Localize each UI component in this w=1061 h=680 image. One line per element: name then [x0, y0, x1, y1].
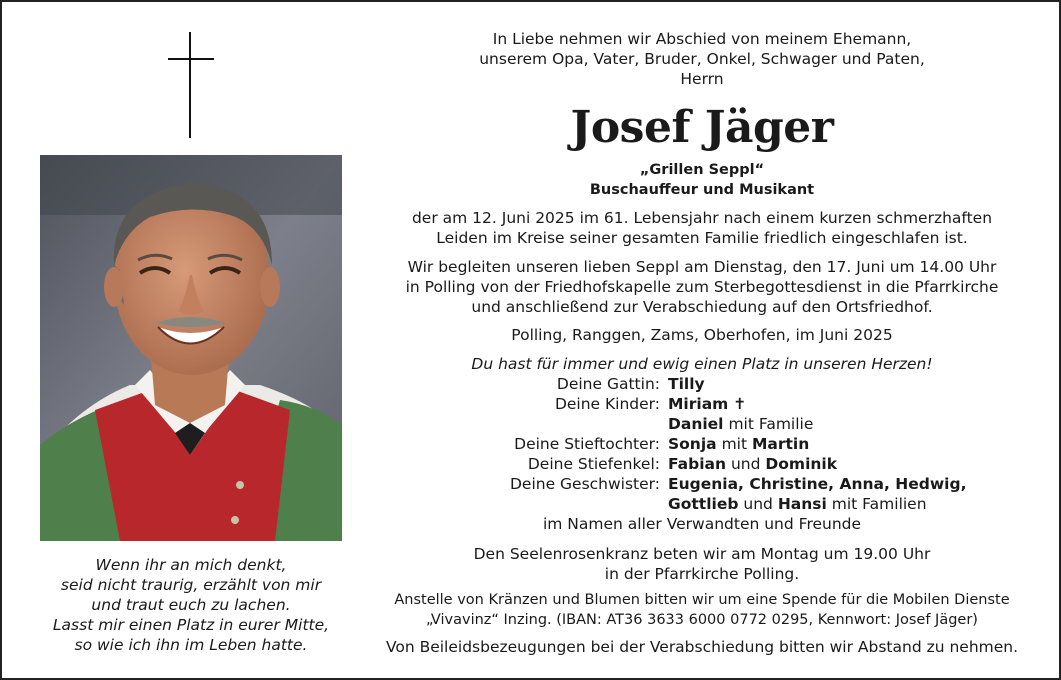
family-value: Miriam ✝ — [668, 395, 747, 413]
funeral-line: in Polling von der Friedhofskapelle zum Sterbegottesdienst in die Pfarrkirche — [405, 278, 999, 296]
family-label: Deine Stieftochter: — [514, 435, 660, 453]
funeral-line: Wir begleiten unseren lieben Seppl am Dienstag, den 17. Juni um 14.00 Uhr — [407, 258, 997, 276]
family-label: Deine Stiefenkel: — [527, 455, 660, 473]
deceased-cross-icon: ✝ — [733, 395, 747, 413]
deceased-subtitle — [362, 160, 1042, 200]
family-label: Deine Geschwister: — [509, 475, 660, 493]
poem-line: so wie ich ihn im Leben hatte. — [74, 636, 308, 654]
family-list — [362, 374, 1042, 514]
poem-line: seid nicht traurig, erzählt von mir — [60, 576, 322, 594]
cross-icon-bar — [168, 58, 214, 60]
family-label: Deine Kinder: — [554, 395, 660, 413]
donation-line: Anstelle von Kränzen und Blumen bitten wir um eine Spende für die Mobilen Dienste — [394, 592, 1010, 608]
death-line: Leiden im Kreise seiner gesamten Familie friedlich eingeschlafen ist. — [436, 229, 968, 247]
family-label: Deine Gattin: — [556, 375, 660, 393]
rosary-line: Den Seelenrosenkranz beten wir am Montag um 19.00 Uhr — [473, 545, 931, 563]
family-row-wife — [362, 374, 1042, 394]
intro-line: In Liebe nehmen wir Abschied von meinem Ehemann, — [492, 30, 912, 48]
intro-line: unserem Opa, Vater, Bruder, Onkel, Schwager und Paten, — [479, 50, 925, 68]
motto: Du hast für immer und ewig einen Platz in unseren Herzen! — [471, 355, 933, 373]
family-value: Daniel mit Familie — [668, 415, 814, 433]
family-row-children-2 — [362, 414, 1042, 434]
death-line: der am 12. Juni 2025 im 61. Lebensjahr nach einem kurzen schmerzhaften — [411, 209, 993, 227]
occupation: Buschauffeur und Musikant — [589, 182, 815, 198]
intro-line: Herrn — [680, 70, 724, 88]
condolence-notice: Von Beileidsbezeugungen bei der Verabschiedung bitten wir Abstand zu nehmen. — [385, 638, 1019, 656]
family-value: Fabian und Dominik — [668, 455, 838, 473]
deceased-name: Josef Jäger — [570, 102, 834, 153]
family-row-siblings-2 — [362, 494, 1042, 514]
nickname: „Grillen Seppl“ — [639, 162, 765, 178]
family-row-children — [362, 394, 1042, 414]
cross-icon — [189, 32, 191, 138]
donation-line: „Vivavinz“ Inzing. (IBAN: AT36 3633 6000 0772 0295, Kennwort: Josef Jäger) — [426, 612, 978, 628]
rosary-notice — [362, 544, 1042, 584]
family-row-stepgrandchildren — [362, 454, 1042, 474]
poem-line: und traut euch zu lachen. — [91, 596, 291, 614]
family-value: Eugenia, Christine, Anna, Hedwig, — [668, 475, 967, 493]
funeral-line: und anschließend zur Verabschiedung auf den Ortsfriedhof. — [471, 298, 933, 316]
family-row-stepdaughter — [362, 434, 1042, 454]
intro — [362, 29, 1042, 89]
poem-line: Wenn ihr an mich denkt, — [95, 556, 287, 574]
relatives: im Namen aller Verwandten und Freunde — [542, 515, 862, 533]
family-value: Tilly — [668, 375, 705, 393]
family-value: Gottlieb und Hansi mit Familien — [668, 495, 927, 513]
family-row-siblings — [362, 474, 1042, 494]
poem — [32, 555, 350, 655]
funeral-notice — [362, 257, 1042, 317]
poem-line: Lasst mir einen Platz in eurer Mitte, — [52, 616, 330, 634]
places-date: Polling, Ranggen, Zams, Oberhofen, im Juni 2025 — [511, 326, 893, 344]
donation-notice — [362, 590, 1042, 630]
family-value: Sonja mit Martin — [668, 435, 810, 453]
portrait-photo — [40, 155, 342, 541]
rosary-line: in der Pfarrkirche Polling. — [604, 565, 800, 583]
death-notice — [362, 208, 1042, 248]
